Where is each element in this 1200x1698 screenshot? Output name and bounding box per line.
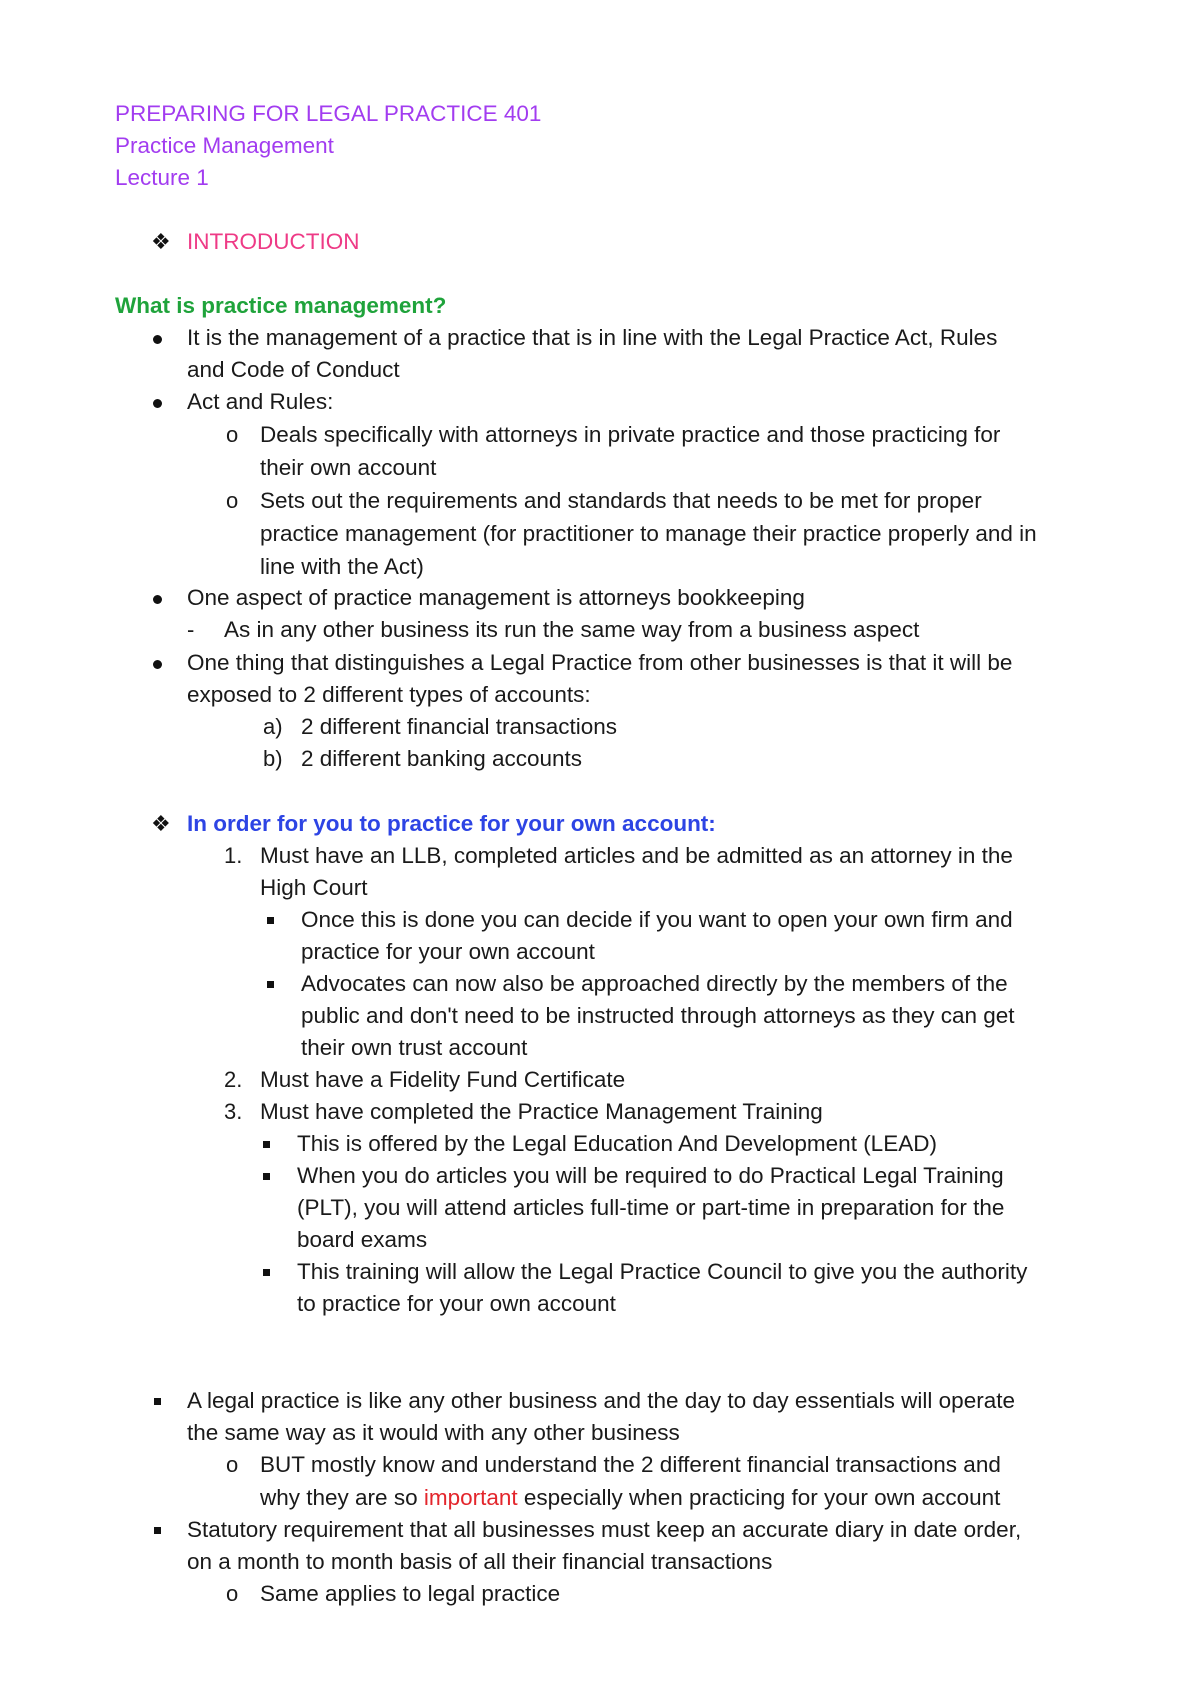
square-bullet-icon	[267, 917, 274, 924]
list-item: exposed to 2 different types of accounts:	[187, 682, 591, 707]
list-item: Must have a Fidelity Fund Certificate	[260, 1067, 626, 1092]
list-item: As in any other business its run the same way from a business aspect	[224, 617, 920, 642]
list-item: their own account	[260, 455, 437, 480]
square-bullet-icon	[154, 1398, 161, 1405]
list-item: board exams	[297, 1227, 428, 1252]
list-item: 2 different banking accounts	[301, 746, 583, 771]
square-bullet-icon	[267, 981, 274, 988]
course-title: PREPARING FOR LEGAL PRACTICE 401	[115, 101, 542, 126]
list-item: A legal practice is like any other business and the day to day essentials will operate	[187, 1388, 1015, 1413]
bullet-icon	[153, 335, 162, 344]
list-item: One aspect of practice management is attorneys bookkeeping	[187, 585, 805, 610]
question-heading: What is practice management?	[115, 293, 447, 318]
sub-bullet-marker: o	[226, 488, 239, 513]
bullet-icon	[153, 660, 162, 669]
square-bullet-icon	[263, 1173, 270, 1180]
list-item-text: why they are so	[260, 1485, 418, 1510]
square-bullet-icon	[154, 1527, 161, 1534]
list-item: Same applies to legal practice	[260, 1581, 561, 1606]
letter-marker: a)	[263, 714, 283, 739]
number-marker: 3.	[224, 1099, 243, 1124]
list-item	[260, 1482, 1000, 1514]
list-item: 2 different financial transactions	[301, 714, 618, 739]
list-item: Deals specifically with attorneys in private practice and those practicing for	[260, 422, 1001, 447]
list-item: When you do articles you will be required to do Practical Legal Training	[297, 1163, 1004, 1188]
list-item: (PLT), you will attend articles full-time or part-time in preparation for the	[297, 1195, 1005, 1220]
list-item: High Court	[260, 875, 368, 900]
list-item: and Code of Conduct	[187, 357, 400, 382]
sub-bullet-marker: o	[226, 422, 239, 447]
number-marker: 1.	[224, 843, 243, 868]
number-marker: 2.	[224, 1067, 243, 1092]
list-item: Statutory requirement that all businesses must keep an accurate diary in date order,	[187, 1517, 1022, 1542]
list-item: Must have completed the Practice Management Training	[260, 1099, 823, 1124]
account-heading: In order for you to practice for your own account:	[187, 811, 716, 836]
diamond-bullet-icon: ❖	[151, 811, 171, 836]
list-item: This training will allow the Legal Practice Council to give you the authority	[297, 1259, 1028, 1284]
list-item: on a month to month basis of all their financial transactions	[187, 1549, 773, 1574]
square-bullet-icon	[263, 1269, 270, 1276]
list-item: Act and Rules:	[187, 389, 334, 414]
list-item: This is offered by the Legal Education And Development (LEAD)	[297, 1131, 937, 1156]
list-item: to practice for your own account	[297, 1291, 616, 1316]
list-item: Advocates can now also be approached directly by the members of the	[301, 971, 1008, 996]
lecture-title: Lecture 1	[115, 165, 209, 190]
bullet-icon	[153, 399, 162, 408]
list-item: It is the management of a practice that is in line with the Legal Practice Act, Rules	[187, 325, 998, 350]
sub-bullet-marker: o	[226, 1581, 239, 1606]
list-item: their own trust account	[301, 1035, 528, 1060]
list-item: Sets out the requirements and standards that needs to be met for proper	[260, 488, 982, 513]
list-item: BUT mostly know and understand the 2 different financial transactions and	[260, 1452, 1001, 1477]
bullet-icon	[153, 595, 162, 604]
list-item-text: especially when practicing for your own account	[523, 1485, 1001, 1510]
list-item: Must have an LLB, completed articles and be admitted as an attorney in the	[260, 843, 1013, 868]
sub-bullet-marker: o	[226, 1452, 239, 1477]
list-item: line with the Act)	[260, 554, 424, 579]
list-item: One thing that distinguishes a Legal Practice from other businesses is that it will be	[187, 650, 1013, 675]
intro-heading: INTRODUCTION	[187, 229, 360, 254]
letter-marker: b)	[263, 746, 283, 771]
diamond-bullet-icon: ❖	[151, 229, 171, 254]
list-item: Once this is done you can decide if you want to open your own firm and	[301, 907, 1013, 932]
list-item: practice management (for practitioner to manage their practice properly and in	[260, 521, 1037, 546]
list-item: public and don't need to be instructed through attorneys as they can get	[301, 1003, 1015, 1028]
subject-title: Practice Management	[115, 133, 334, 158]
square-bullet-icon	[263, 1141, 270, 1148]
list-item: practice for your own account	[301, 939, 595, 964]
list-item: the same way as it would with any other business	[187, 1420, 680, 1445]
emphasis-word: important	[423, 1485, 518, 1510]
dash-marker: -	[187, 617, 195, 642]
